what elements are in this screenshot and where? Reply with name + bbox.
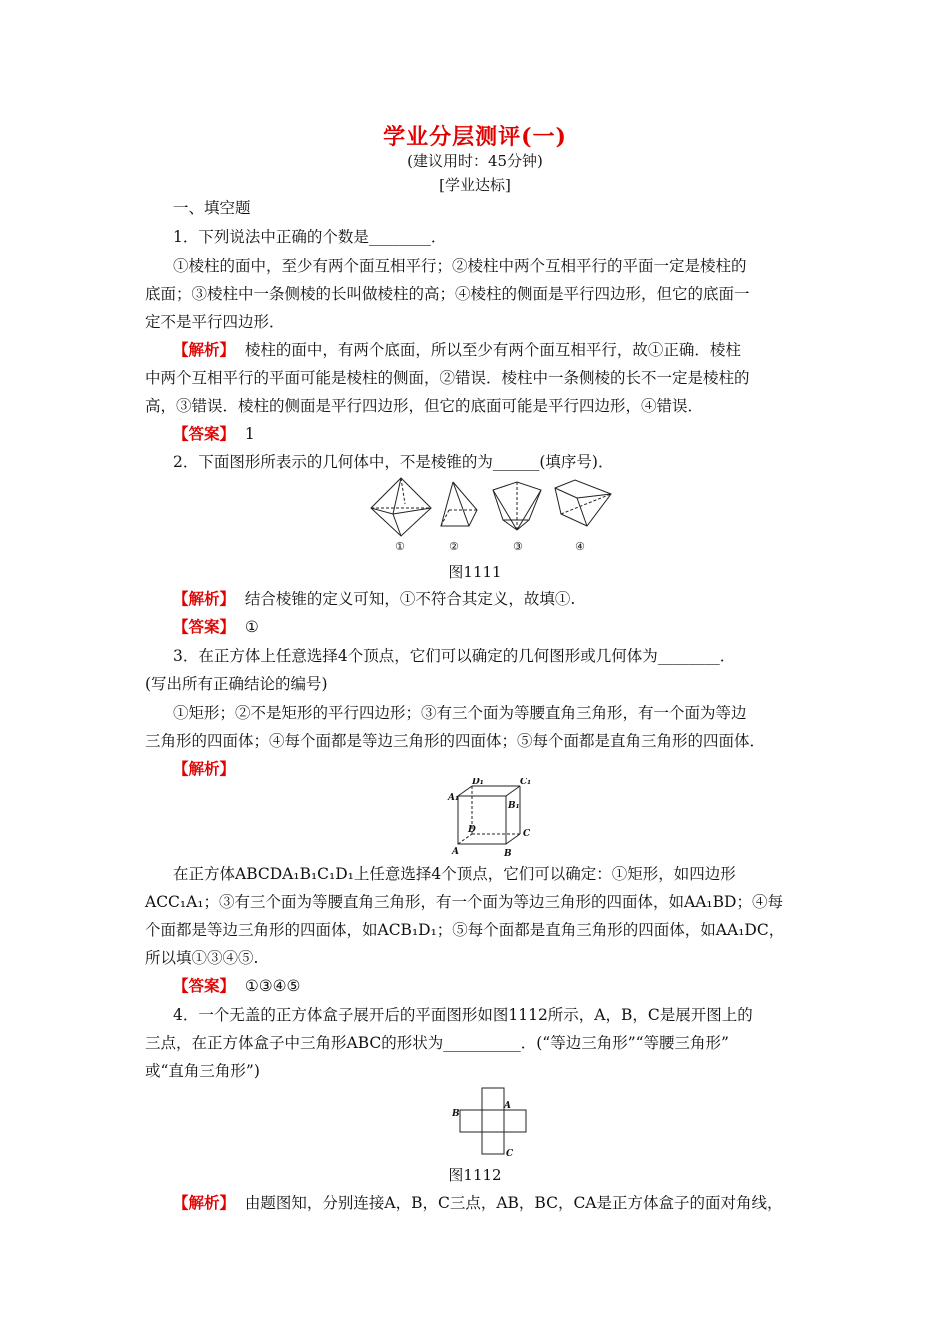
figure-1111: [365, 474, 625, 556]
q1-analysis-line2: 中两个互相平行的平面可能是棱柱的侧面，②错误．棱柱中一条侧棱的长不一定是棱柱的: [145, 369, 750, 387]
vertex-label-D: D: [468, 825, 476, 835]
vertex-label-D1: D₁: [472, 778, 484, 787]
analysis-tag: 【解析】: [173, 589, 236, 608]
q2-analysis: [173, 589, 838, 609]
q3-analysis-line2: ACC₁A₁；③有三个面为等腰直角三角形，有一个面为等边三角形的四面体，如AA₁BD；④每: [145, 893, 783, 911]
cube-net-figure: [448, 1086, 534, 1158]
answer-tag: 【答案】: [173, 424, 236, 443]
polyhedron-4: [555, 480, 611, 526]
figure-label-2: ②: [449, 540, 459, 553]
net-label-B: B: [452, 1109, 460, 1119]
q4-analysis-text: 由题图知，分别连接A，B，C三点，AB，BC，CA是正方体盒子的面对角线，: [244, 1194, 783, 1212]
q1-options-line2: 底面；③棱柱中一条侧棱的长叫做棱柱的高；④棱柱的侧面是平行四边形，但它的底面一: [145, 285, 750, 303]
vertex-label-B1: B₁: [508, 801, 520, 811]
polyhedron-2: [441, 482, 477, 526]
q4-stem-line1: 4．一个无盖的正方体盒子展开后的平面图形如图1112所示，A，B，C是展开图上的: [173, 1006, 753, 1024]
q4-stem-line3: 或“直角三角形”): [145, 1062, 260, 1080]
q3-stem-line2: (写出所有正确结论的编号): [145, 675, 328, 693]
q1-options-line3: 定不是平行四边形．: [145, 313, 285, 331]
q4-analysis-line1: [173, 1193, 838, 1213]
q3-answer-value: ①③④⑤: [244, 977, 301, 995]
answer-tag: 【答案】: [173, 617, 236, 636]
polyhedron-3: [493, 482, 541, 530]
q3-options-line1: ①矩形；②不是矩形的平行四边形；③有三个面为等腰直角三角形，有一个面为等边: [173, 704, 747, 722]
analysis-tag: 【解析】: [173, 1193, 236, 1212]
q2-answer: [173, 617, 838, 637]
q2-analysis-text: 结合棱锥的定义可知，①不符合其定义，故填①.: [244, 590, 576, 608]
q2-answer-value: ①: [244, 618, 259, 636]
vertex-label-B: B: [504, 849, 512, 859]
q1-analysis-line1: [173, 340, 838, 360]
vertex-label-C1: C₁: [520, 778, 532, 787]
q1-options-line1: ①棱柱的面中，至少有两个面互相平行；②棱柱中两个互相平行的平面一定是棱柱的: [173, 257, 747, 275]
q1-stem: 1．下列说法中正确的个数是________．: [173, 228, 447, 246]
q1-analysis-line3: 高，③错误．棱柱的侧面是平行四边形，但它的底面可能是平行四边形，④错误．: [145, 397, 704, 415]
analysis-tag: 【解析】: [173, 340, 236, 359]
q2-stem: 2．下面图形所表示的几何体中，不是棱锥的为______(填序号)．: [173, 453, 614, 471]
q1-analysis-text: 棱柱的面中，有两个底面，所以至少有两个面互相平行，故①正确．棱柱: [244, 341, 741, 359]
analysis-tag: 【解析】: [173, 759, 236, 778]
section-heading: 一、填空题: [173, 199, 251, 217]
time-note: (建议用时：45分钟): [407, 152, 543, 170]
q4-stem-line2: 三点，在正方体盒子中三角形ABC的形状为__________．(“等边三角形”“等腰三角形”: [145, 1034, 729, 1052]
net-label-A: A: [504, 1101, 511, 1111]
level-label: [学业达标]: [439, 176, 511, 194]
q3-answer: [173, 976, 838, 996]
q3-analysis-line4: 所以填①③④⑤.: [145, 949, 259, 967]
q1-answer-value: 1: [244, 425, 255, 443]
figure-label-4: ④: [575, 540, 585, 553]
q3-analysis-heading: [173, 759, 838, 779]
figure-1111-caption: 图1111: [448, 563, 502, 581]
vertex-label-A: A: [452, 847, 459, 857]
page-title: 学业分层测评(一): [383, 124, 567, 150]
polyhedron-1: [371, 478, 431, 536]
figure-1112-caption: 图1112: [448, 1166, 502, 1184]
figure-label-3: ③: [513, 540, 523, 553]
net-label-C: C: [506, 1149, 514, 1158]
q1-answer: [173, 424, 838, 444]
q3-options-line2: 三角形的四面体；④每个面都是等边三角形的四面体；⑤每个面都是直角三角形的四面体．: [145, 732, 766, 750]
q3-stem-line1: 3．在正方体上任意选择4个顶点，它们可以确定的几何图形或几何体为________．: [173, 647, 736, 665]
vertex-label-A1: A₁: [448, 793, 459, 803]
answer-tag: 【答案】: [173, 976, 236, 995]
cube-figure: [446, 778, 542, 862]
q3-analysis-line1: 在正方体ABCDA₁B₁C₁D₁上任意选择4个顶点，它们可以确定：①矩形，如四边形: [173, 865, 736, 883]
figure-label-1: ①: [395, 540, 405, 553]
q3-analysis-line3: 个面都是等边三角形的四面体，如ACB₁D₁；⑤每个面都是直角三角形的四面体，如AA₁DC，: [145, 921, 785, 939]
vertex-label-C: C: [523, 829, 531, 839]
